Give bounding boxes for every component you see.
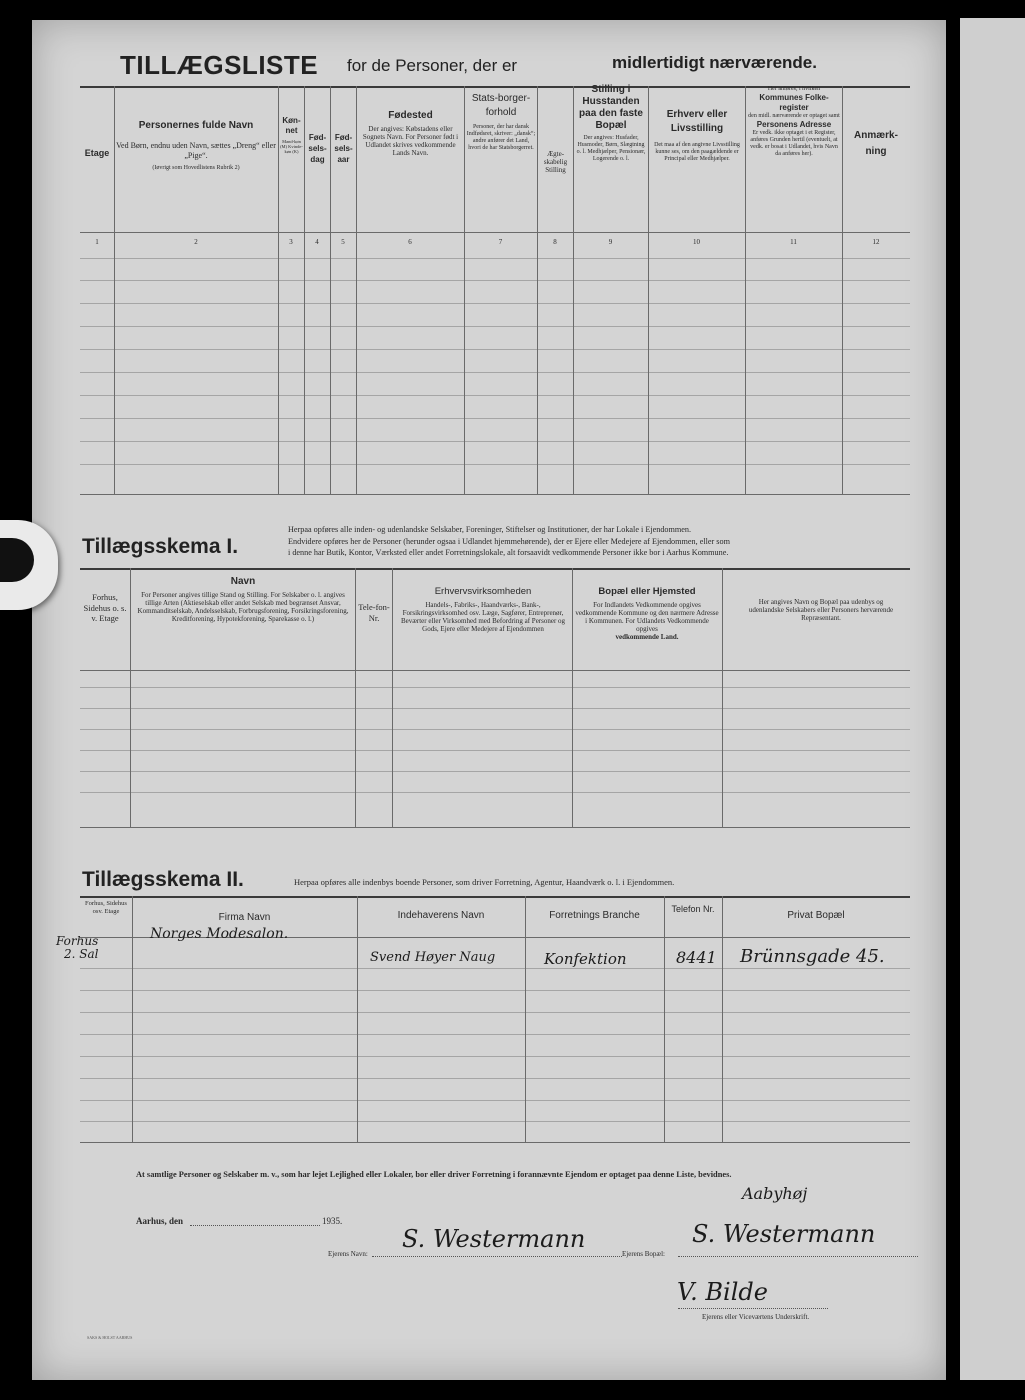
header-navn-note: (Iøvrigt som Hovedlistens Rubrik 2): [152, 165, 240, 171]
facing-page-edge: [960, 18, 1025, 1380]
header-kommune-sub: Er vedk. ikke optaget i et Register, anføres Grunden hertil (eventuelt, at vedk. er bosat i Udlandet, hvis Navn da anføres her).: [750, 130, 838, 157]
header-fodselsaar: Fød-sels-aar: [334, 133, 353, 164]
skema1-header-navn-title: Navn: [230, 576, 256, 587]
skema1-header-repr: Her angives Navn og Bopæl paa udenbys og udenlandske Selskabers eller Personers herværende Repræsentant.: [748, 598, 894, 622]
header-etage: Etage: [84, 148, 110, 158]
skema1-intro: [288, 524, 908, 559]
skema2-header-indehaver: Indehaverens Navn: [397, 910, 485, 921]
header-aegteskab: Ægte-skabelig Stilling: [543, 150, 568, 174]
col-number: 2: [194, 238, 198, 246]
col-number: 8: [553, 238, 557, 246]
header-kommune-pre: Her anføres, i hvilken: [767, 86, 821, 92]
vicevaert-label: Ejerens eller Viceværtens Underskrift.: [702, 1313, 810, 1321]
header-kon: [279, 116, 304, 154]
skema2-header-forhus: Forhus, Sidehus osv. Etage: [85, 900, 127, 915]
col-number: 5: [341, 238, 345, 246]
footer-declaration: At samtlige Personer og Selskaber m. v., som har lejet Lejlighed eller Lokaler, bor eller driver Forretning i forannævnte Ejendom er optaget paa denne Liste, bevidnes.: [136, 1170, 732, 1179]
skema2-row-privat: Brünnsgade 45.: [740, 946, 885, 967]
header-kon-sub: Mand-køn (M) Kvinde-køn (K): [280, 139, 303, 154]
skema2-row-etage-line1: Forhus: [56, 934, 99, 948]
header-navn-title: Personernes fulde Navn: [138, 120, 254, 131]
owner-address-label: Ejerens Bopæl:: [622, 1250, 665, 1258]
skema1-intro-line: Herpaa opføres alle inden- og udenlandske Selskaber, Foreninger, Stiftelser og Institutioner, der har Lokale i Ejendommen.: [288, 525, 692, 534]
skema1-header-erhverv: [396, 586, 570, 633]
skema1-header-forhus: Forhus, Sidehus o. s. v. Etage: [83, 592, 127, 623]
header-stats-title: Stats-borger-forhold: [471, 93, 531, 118]
header-stilling: [575, 84, 647, 163]
vicevaert-signature: V. Bilde: [677, 1278, 768, 1306]
skema2-intro: Herpaa opføres alle indenbys boende Personer, som driver Forretning, Agentur, Haandværk o. l. i Ejendommen.: [294, 877, 675, 887]
skema1-header-navn: [134, 576, 352, 623]
skema2-row-firma: Norges Modesalon.: [150, 926, 289, 942]
skema1-intro-line: i denne har Butik, Kontor, Værksted eller andet Forretningslokale, alt forsaavidt vedkommende Personer ikke bor i Aarhus Kommune.: [288, 548, 729, 557]
header-fodselsdag: Fød-sels-dag: [308, 133, 327, 164]
skema2-row-branche: Konfektion: [544, 950, 627, 968]
main-title-big: TILLÆGSLISTE: [120, 50, 319, 80]
header-kommune-mid: den midl. nærværende er optaget samt: [748, 113, 840, 119]
skema1-header-navn-sub: For Personer angives tillige Stand og Stilling. For Selskaber o. l. angives tillige Arten (Aktieselskab eller andet Selskab med begrænset Ansvar, Kommanditselskab, Andelsselskab, Forbrugsforening, Forsikringsforening, Kreditforening, Hypotekforening, Sparekasse o. l.): [137, 591, 349, 623]
skema2-title: Tillægsskema II.: [82, 868, 244, 891]
header-erhverv: [650, 108, 744, 163]
col-number: 12: [872, 238, 880, 246]
header-anmaerkning: Anmærk-ning: [854, 130, 898, 157]
header-fodested-sub: Der angives: Købstadens eller Sognets Navn. For Personer født i Udlandet skrives vedkommende Lands Navn.: [362, 125, 459, 157]
skema2-header-firma: Firma Navn: [218, 912, 271, 923]
header-navn: [116, 120, 276, 172]
skema2-header-privat: Privat Bopæl: [787, 910, 845, 921]
col-number: 4: [315, 238, 319, 246]
skema1-header-bopael-bold: vedkommende Land.: [615, 633, 679, 641]
skema2-row-etage: [56, 935, 98, 961]
owner-address-handwritten: Aabyhøj: [742, 1184, 808, 1203]
skema2-row-telefon: 8441: [676, 948, 717, 967]
skema1-header-bopael: [574, 586, 720, 641]
header-stilling-title: Stilling i Husstanden paa den faste Bopæl: [579, 84, 643, 131]
skema1-header-erhverv-title: Erhvervsvirksomheden: [434, 586, 532, 597]
header-erhverv-sub: Det maa af den angivne Livsstilling kunne ses, om den paagældende er Principal eller Medhjælper.: [654, 142, 740, 162]
header-stats-sub: Personer, der har dansk Indfødsret, skriver: „dansk“; andre anfører det Land, hvori de har Statsborgerret.: [466, 124, 536, 151]
owner-address-signature: S. Westermann: [692, 1220, 876, 1248]
col-number: 6: [408, 238, 412, 246]
skema2-row-etage-line2: 2. Sal: [64, 947, 99, 961]
header-kommune: [747, 86, 841, 158]
skema1-header-telefon: Tele-fon-Nr.: [358, 602, 390, 623]
footer-place: Aarhus, den: [136, 1216, 184, 1226]
printer-mark: SAKS & HOLST AARHUS: [87, 1335, 133, 1340]
col-number: 10: [693, 238, 700, 246]
skema1-header-bopael-sub: For Indlandets Vedkommende opgives vedkommende Kommune og den nærmere Adresse i Kommunen. For Udlandets Vedkommende opgives: [575, 601, 719, 633]
header-fodested: [359, 110, 462, 157]
header-kommune-title: Kommunes Folke-register: [759, 93, 829, 112]
header-fodested-title: Fødested: [388, 110, 433, 121]
header-kon-title: Køn-net: [282, 116, 301, 135]
footer-year: 1935.: [322, 1216, 343, 1226]
header-erhverv-title: Erhverv eller Livsstilling: [666, 109, 728, 134]
header-stats: [466, 92, 536, 152]
header-stilling-sub: Der angives: Husfader, Husmoder, Børn, Slægtning o. l. Medhjælper, Pensionær, Logerende o. l.: [576, 135, 646, 162]
skema1-header-erhverv-sub: Handels-, Fabriks-, Haandværks-, Bank-, Forsikringsvirksomhed osv. Læge, Sagfører, Entreprenør, Beværter eller Virksomhed med Befordring af Personer og Gods, Ejere eller Medejere af Ejendommen: [400, 601, 566, 633]
skema1-intro-line: Endvidere opføres her de Personer (herunder ogsaa i Udlandet hjemmehørende), der er Ejere eller Medejere af Ejendommen, eller som: [288, 536, 730, 546]
col-number: 11: [790, 238, 797, 246]
skema2-header-telefon: Telefon Nr.: [671, 904, 715, 914]
owner-name-label: Ejerens Navn:: [328, 1250, 368, 1258]
col-number: 9: [608, 238, 613, 246]
skema1-header-bopael-title: Bopæl eller Hjemsted: [598, 586, 696, 597]
main-title-rest: for de Personer, der er: [347, 56, 518, 75]
skema1-title: Tillægsskema I.: [82, 535, 239, 558]
skema2-header-branche: Forretnings Branche: [549, 910, 640, 921]
owner-name-signature: S. Westermann: [402, 1225, 586, 1253]
main-title-bold: midlertidigt nærværende.: [612, 53, 817, 72]
document-page: [32, 20, 946, 1380]
col-number: 7: [498, 238, 503, 246]
col-number: 3: [289, 238, 293, 246]
header-kommune-bold: Personens Adresse: [756, 120, 832, 129]
col-number: 1: [95, 238, 99, 246]
skema2-row-indehaver: Svend Høyer Naug: [370, 950, 496, 965]
header-navn-sub: Ved Børn, endnu uden Navn, sættes „Dreng“ eller „Pige“.: [116, 141, 276, 160]
